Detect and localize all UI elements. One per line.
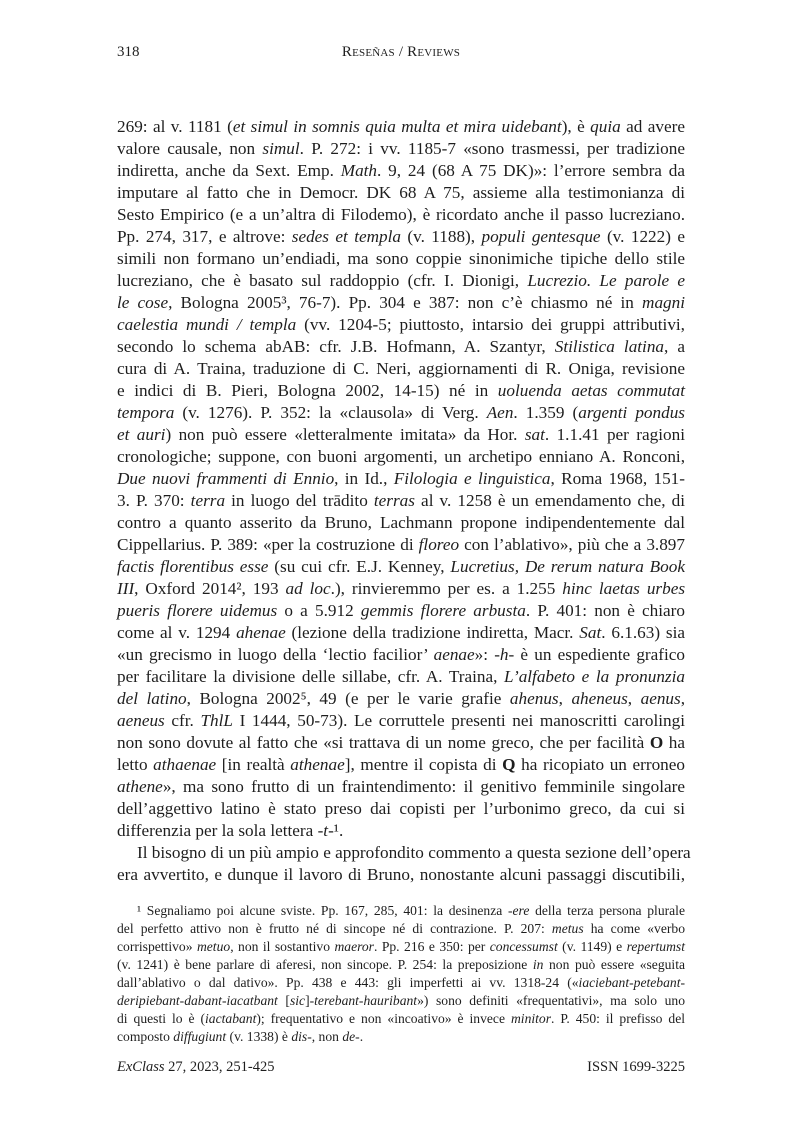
text-run: , — [558, 689, 572, 708]
body-line — [117, 402, 685, 424]
text-run: dall’ablativo o dal dativo». Pp. 438 e 443: gli imperfetti ai vv. 1318-24 (« — [117, 975, 579, 990]
text-run: corrispettivo» — [117, 939, 197, 954]
italic-run: tempora — [117, 403, 175, 422]
italic-run: athenae — [290, 755, 345, 774]
text-run: o a 5.912 — [277, 601, 361, 620]
italic-run: concessumst — [489, 939, 558, 954]
italic-run: sic — [289, 993, 306, 1008]
text-run: (v. 1338) è — [226, 1029, 292, 1044]
italic-run: ere — [512, 903, 530, 918]
text-run: del perfetto attivo non è frutto né di sincope né di contrazione. P. 207: — [117, 921, 552, 936]
text-run: della terza persona plurale — [529, 903, 685, 918]
italic-run: III — [117, 579, 135, 598]
italic-run: maeror — [334, 939, 374, 954]
italic-run: Lucrezio. Le parole e — [527, 271, 685, 290]
italic-run: Aen — [486, 403, 514, 422]
text-run: , — [680, 689, 685, 708]
text-run: . P. 272: i vv. 1185-7 «sono trasmessi, per tradizione — [299, 139, 685, 158]
italic-run: athene — [117, 777, 163, 796]
text-run: era avvertito, e dunque il lavoro di Bruno, nonostante alcuni passaggi discutibili, — [117, 865, 685, 884]
journal-citation — [117, 1059, 275, 1076]
text-run: , Oxford 2014², 193 — [134, 579, 286, 598]
text-run: ¹ Segnaliamo poi alcune sviste. Pp. 167, 285, 401: la desinenza - — [137, 903, 513, 918]
body-line — [117, 556, 685, 578]
italic-run: iactabant — [205, 1011, 257, 1026]
text-run: e indici di B. Pieri, Bologna 2002, 14-15) né in — [117, 381, 498, 400]
text-run: non può essere «seguita — [543, 957, 686, 972]
text-run: », ma sono frutto di un fraintendimento: il genitivo femminile singolare — [162, 777, 685, 796]
issn: ISSN 1699-3225 — [587, 1059, 685, 1075]
italic-run: iaciebant-petebant- — [578, 975, 685, 990]
italic-run: de — [342, 1029, 356, 1044]
text-run: (su cui cfr. E.J. Kenney, — [268, 557, 451, 576]
text-run: secondo lo schema abAB: cfr. J.B. Hofmann, A. Szantyr, — [117, 337, 555, 356]
body-line — [117, 446, 685, 468]
italic-run: in — [532, 957, 544, 972]
italic-run: quia — [590, 117, 621, 136]
text-run: (vv. 1204-5; piuttosto, intarsio dei gruppi attributivi, — [296, 315, 685, 334]
text-run: cura di A. Traina, traduzione di C. Neri, aggiornamenti di R. Oniga, revisione — [117, 359, 685, 378]
footnote-line — [117, 902, 685, 920]
text-run: (v. 1149) e — [557, 939, 627, 954]
text-run: Sesto Empirico (e a un’altra di Filodemo), è ricordato anche il passo lucreziano. — [117, 205, 685, 224]
text-run: (v. 1241) è bene parlare di aferesi, non sincope. P. 254: la preposizione — [117, 957, 533, 972]
text-run: (v. 1188), — [401, 227, 482, 246]
italic-run: metuo — [196, 939, 231, 954]
text-run: contro a quanto asserito da Bruno, Lachmann propone indipendentemente dal — [117, 513, 685, 532]
text-run: (lezione della tradizione indiretta, Macr. — [285, 623, 580, 642]
text-run: ha — [663, 733, 685, 752]
text-run: ha ricopiato un erroneo — [515, 755, 685, 774]
body-line — [117, 820, 685, 842]
text-run: , Bologna 2002⁵, 49 (e per le varie grafie — [186, 689, 510, 708]
italic-run: terra — [190, 491, 226, 510]
italic-run: athaenae — [153, 755, 217, 774]
italic-run: argenti pondus — [578, 403, 685, 422]
italic-run: aenus — [640, 689, 681, 708]
italic-run: simul — [262, 139, 300, 158]
text-run: 269: al v. 1181 ( — [117, 117, 233, 136]
italic-run: t — [323, 821, 329, 840]
text-run: cronologiche; suppone, con buoni argomenti, un archetipo enniano A. Ronconi, — [117, 447, 685, 466]
italic-run: aheneus — [571, 689, 628, 708]
footnote-line — [117, 920, 685, 938]
text-run: indiretta, anche da Sext. Emp. — [117, 161, 341, 180]
citation-details: 27, 2023, 251-425 — [164, 1059, 275, 1075]
italic-run: diffugiunt — [173, 1029, 227, 1044]
italic-run: gemmis florere arbusta — [360, 601, 526, 620]
body-line — [117, 622, 685, 644]
body-line — [117, 358, 685, 380]
italic-run: aenae — [433, 645, 475, 664]
italic-run: le cose — [117, 293, 169, 312]
text-run: -. — [355, 1029, 364, 1044]
italic-run: populi gentesque — [481, 227, 601, 246]
body-line — [117, 226, 685, 248]
body-line — [117, 292, 685, 314]
italic-run: Filologia e linguistica — [393, 469, 551, 488]
body-line — [117, 732, 685, 754]
text-run: ») sono definiti «frequentativi», ma solo uno — [417, 993, 685, 1008]
text-run: , Bologna 2005³, 76-7). Pp. 304 e 387: non c’è chiasmo né in — [168, 293, 643, 312]
italic-run: magni — [642, 293, 686, 312]
text-run: differenzia per la sola lettera - — [117, 821, 324, 840]
text-run: simili non formano un’endiadi, ma sono coppie sinonimiche tipiche dello stile — [117, 249, 685, 268]
bold-run: O — [649, 733, 664, 752]
body-line — [117, 248, 685, 270]
text-run: I 1444, 50-73). Le corruttele presenti nei manoscritti carolingi — [232, 711, 685, 730]
body-line — [117, 182, 685, 204]
text-run: di questi lo è ( — [117, 1011, 206, 1026]
italic-run: ahenae — [236, 623, 286, 642]
text-run: (v. 1276). P. 352: la «clausola» di Verg. — [174, 403, 487, 422]
text-run: ], mentre il copista di — [344, 755, 503, 774]
journal-name: ExClass — [117, 1059, 165, 1075]
text-run: cfr. — [164, 711, 201, 730]
text-run: [ — [277, 993, 290, 1008]
footnote-line — [117, 974, 685, 992]
body-line — [117, 842, 691, 864]
italic-run: Math — [340, 161, 378, 180]
body-line — [117, 468, 685, 490]
text-run: , a — [664, 337, 685, 356]
body-line — [117, 710, 685, 732]
italic-run: terras — [373, 491, 415, 510]
body-line — [117, 600, 685, 622]
italic-run: floreo — [418, 535, 460, 554]
body-line — [117, 754, 685, 776]
text-run: »: - — [474, 645, 500, 664]
body-line — [117, 578, 685, 600]
text-run: , — [627, 689, 641, 708]
text-run: dell’aggettivo latino è stato preso dai copisti per l’urbonimo greco, da cui si — [117, 799, 685, 818]
text-run: [in realtà — [216, 755, 291, 774]
italic-run: sedes et templa — [291, 227, 401, 246]
italic-run: h — [499, 645, 509, 664]
text-run: per facilitare la divisione delle sillabe, cfr. A. Traina, — [117, 667, 505, 686]
italic-run: et simul in somnis quia multa et mira uidebant — [232, 117, 562, 136]
text-run: ), è — [561, 117, 591, 136]
text-run: ha come «verbo — [583, 921, 685, 936]
text-run: -, non — [307, 1029, 343, 1044]
running-title: Reseñas / Reviews — [341, 44, 461, 60]
body-line — [117, 116, 685, 138]
text-run: con l’ablativo», più che a 3.897 — [459, 535, 685, 554]
body-line — [117, 138, 685, 160]
body-line — [117, 380, 685, 402]
text-run: -¹. — [328, 821, 344, 840]
bold-run: Q — [502, 755, 516, 774]
text-run: non sono dovute al fatto che «si trattava di un nome greco, che per facilità — [117, 733, 650, 752]
italic-run: ThlL — [200, 711, 233, 730]
text-run: lucreziano, che è basato sul raddoppio (cfr. I. Dionigi, — [117, 271, 528, 290]
footnote-line — [117, 992, 685, 1010]
text-run: letto — [117, 755, 154, 774]
body-line — [117, 314, 685, 336]
text-run: (v. 1222) e — [600, 227, 685, 246]
page-header — [117, 44, 685, 66]
italic-run: Due nuovi frammenti di Ennio — [117, 469, 335, 488]
italic-run: deripiebant-dabant-iacatbant — [117, 993, 278, 1008]
text-run: Cippellarius. P. 389: «per la costruzione di — [117, 535, 419, 554]
footnote-line — [117, 938, 685, 956]
footnote-line — [117, 1028, 685, 1046]
page-number: 318 — [117, 44, 140, 60]
italic-run: ad loc — [285, 579, 331, 598]
text-run: «un grecismo in luogo della ‘lectio facilior’ — [117, 645, 434, 664]
text-run: 3. P. 370: — [117, 491, 191, 510]
text-run: come al v. 1294 — [117, 623, 237, 642]
text-run: in luogo del trādito — [225, 491, 374, 510]
body-line — [117, 512, 685, 534]
text-run: valore causale, non — [117, 139, 263, 158]
body-line — [117, 490, 685, 512]
footnote-line — [117, 1010, 685, 1028]
italic-run: Lucretius, De rerum natura Book — [450, 557, 686, 576]
italic-run: del latino — [117, 689, 187, 708]
text-run: . 9, 24 (68 A 75 DK)»: l’errore sembra da — [377, 161, 685, 180]
italic-run: et auri — [117, 425, 166, 444]
text-run: - è un espediente grafico — [508, 645, 685, 664]
text-run: ) non può essere «letteralmente imitata» da Hor. — [165, 425, 525, 444]
text-run: . P. 401: non è chiaro — [525, 601, 685, 620]
text-run: imputare al fatto che in Democr. DK 68 A 75, assieme alla testimonianza di — [117, 183, 685, 202]
footnote-line — [117, 956, 685, 974]
text-run: ]- — [305, 993, 315, 1008]
text-run: . P. 450: il prefisso del — [551, 1011, 686, 1026]
text-run: . Pp. 216 e 350: per — [373, 939, 490, 954]
italic-run: terebant-hauribant — [314, 993, 418, 1008]
body-line — [117, 688, 685, 710]
body-line — [117, 534, 685, 556]
body-line — [117, 776, 685, 798]
text-run: . 1.359 ( — [513, 403, 579, 422]
text-run: al v. 1258 è un emendamento che, di — [414, 491, 685, 510]
italic-run: caelestia mundi / templa — [117, 315, 297, 334]
italic-run: hinc laetas urbes — [562, 579, 686, 598]
text-run: ad avere — [620, 117, 685, 136]
body-line — [117, 666, 685, 688]
text-run: , Roma 1968, 151- — [550, 469, 685, 488]
italic-run: metus — [551, 921, 584, 936]
text-run: composto — [117, 1029, 174, 1044]
body-line — [117, 204, 685, 226]
italic-run: ahenus — [509, 689, 559, 708]
body-line — [117, 424, 685, 446]
italic-run: aeneus — [117, 711, 165, 730]
italic-run: L’alfabeto e la pronunzia — [504, 667, 685, 686]
italic-run: minitor — [510, 1011, 551, 1026]
text-run: ); frequentativo e non «incoativo» è invece — [256, 1011, 511, 1026]
body-text — [117, 116, 691, 886]
text-run: , in Id., — [334, 469, 394, 488]
italic-run: factis florentibus esse — [117, 557, 269, 576]
body-line — [117, 798, 685, 820]
italic-run: Stilistica latina — [554, 337, 665, 356]
body-line — [117, 336, 685, 358]
text-run: .), rinvieremmo per es. a 1.255 — [330, 579, 563, 598]
body-line — [117, 270, 685, 292]
italic-run: Sat — [579, 623, 602, 642]
text-run: . 1.1.41 per ragioni — [544, 425, 685, 444]
body-line — [117, 160, 685, 182]
body-line — [117, 644, 685, 666]
text-run: , non il sostantivo — [230, 939, 335, 954]
text-run: Il bisogno di un più ampio e approfondito commento a questa sezione dell’opera — [137, 843, 691, 862]
footnotes — [117, 902, 685, 1046]
italic-run: pueris florere uidemus — [117, 601, 278, 620]
body-line — [117, 864, 685, 886]
italic-run: repertumst — [626, 939, 685, 954]
italic-run: uoluenda aetas commutat — [497, 381, 685, 400]
text-run: . 6.1.63) sia — [601, 623, 685, 642]
text-run: Pp. 274, 317, e altrove: — [117, 227, 292, 246]
italic-run: sat — [524, 425, 545, 444]
italic-run: dis — [291, 1029, 308, 1044]
